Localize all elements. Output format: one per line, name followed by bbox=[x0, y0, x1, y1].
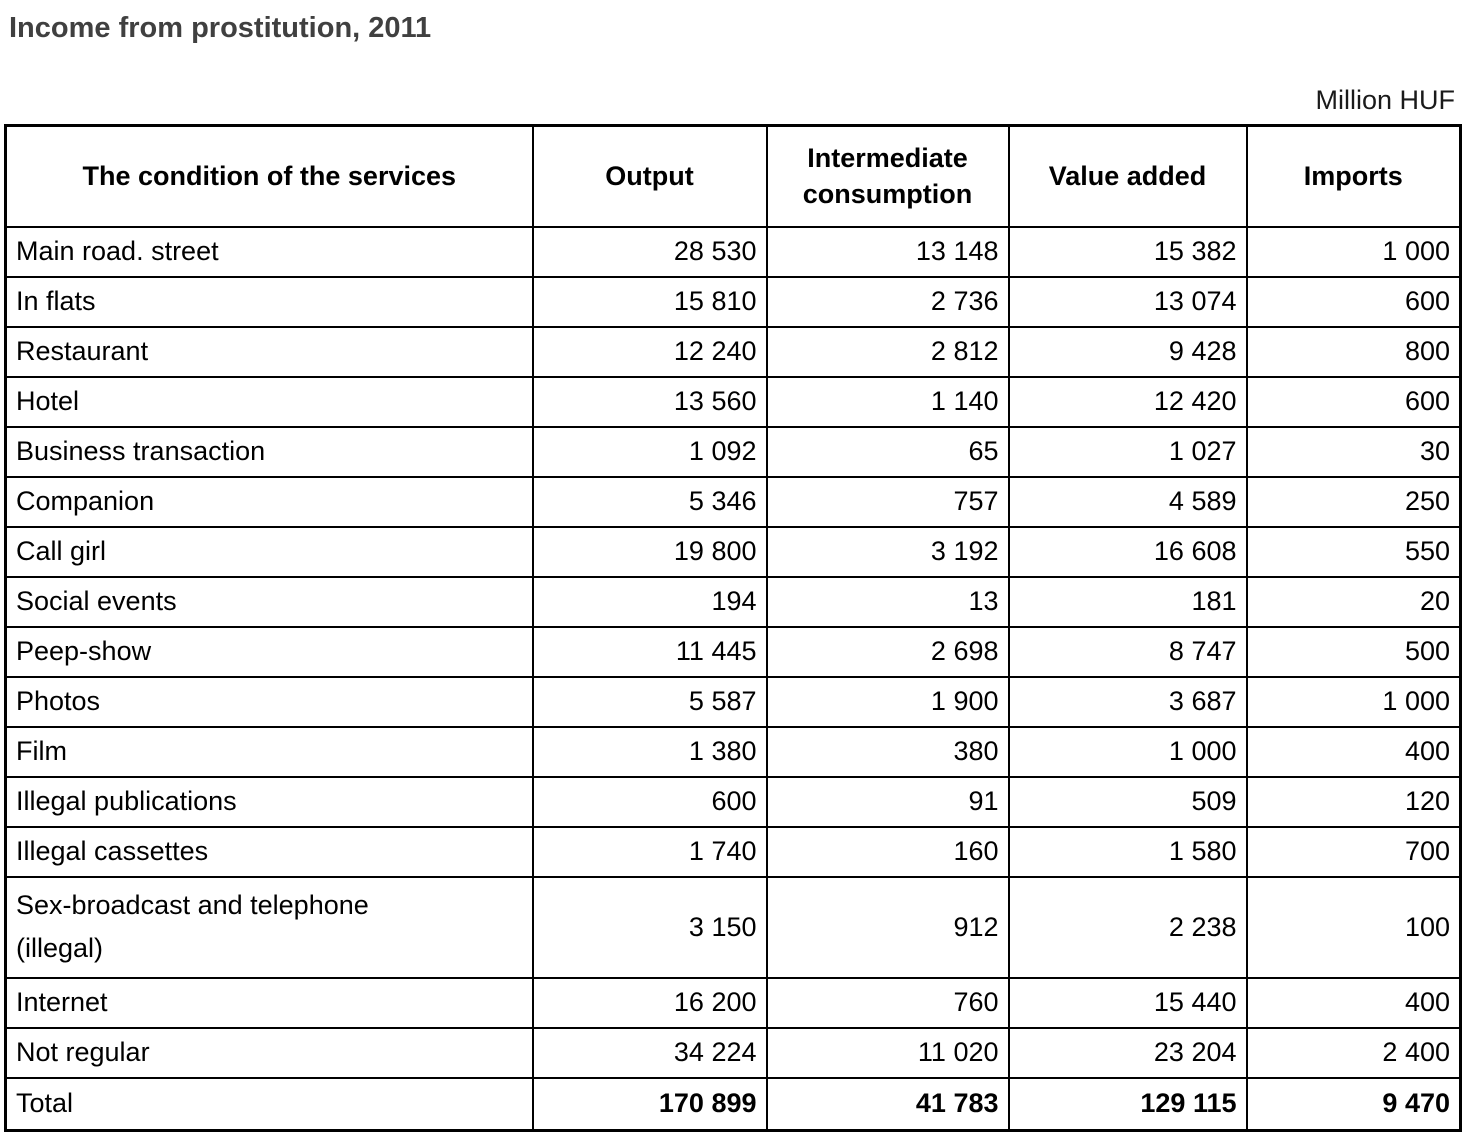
cell-imports: 800 bbox=[1247, 327, 1461, 377]
table-row bbox=[6, 877, 1461, 978]
total-value-added: 129 115 bbox=[1009, 1078, 1247, 1131]
cell-intermediate-consumption: 912 bbox=[767, 877, 1009, 978]
cell-intermediate-consumption: 760 bbox=[767, 978, 1009, 1028]
row-label-text: Social events bbox=[16, 586, 177, 616]
row-label-text: In flats bbox=[16, 286, 96, 316]
row-label bbox=[6, 477, 533, 527]
cell-imports: 550 bbox=[1247, 527, 1461, 577]
cell-output: 34 224 bbox=[533, 1028, 767, 1078]
cell-imports: 400 bbox=[1247, 978, 1461, 1028]
cell-intermediate-consumption: 13 148 bbox=[767, 227, 1009, 277]
page-title: Income from prostitution, 2011 bbox=[9, 12, 432, 44]
cell-intermediate-consumption: 2 736 bbox=[767, 277, 1009, 327]
row-label bbox=[6, 627, 533, 677]
cell-intermediate-consumption: 13 bbox=[767, 577, 1009, 627]
cell-output: 28 530 bbox=[533, 227, 767, 277]
cell-intermediate-consumption: 65 bbox=[767, 427, 1009, 477]
cell-value-added: 509 bbox=[1009, 777, 1247, 827]
cell-output: 600 bbox=[533, 777, 767, 827]
cell-intermediate-consumption: 1 140 bbox=[767, 377, 1009, 427]
cell-value-added: 2 238 bbox=[1009, 877, 1247, 978]
cell-value-added: 8 747 bbox=[1009, 627, 1247, 677]
cell-intermediate-consumption: 1 900 bbox=[767, 677, 1009, 727]
cell-imports: 2 400 bbox=[1247, 1028, 1461, 1078]
row-label bbox=[6, 727, 533, 777]
cell-imports: 30 bbox=[1247, 427, 1461, 477]
row-label-text: Illegal cassettes bbox=[16, 836, 209, 866]
table-row bbox=[6, 577, 1461, 627]
row-label bbox=[6, 527, 533, 577]
cell-value-added: 15 440 bbox=[1009, 978, 1247, 1028]
table-row bbox=[6, 427, 1461, 477]
row-label bbox=[6, 327, 533, 377]
cell-value-added: 1 580 bbox=[1009, 827, 1247, 877]
row-label-text: Call girl bbox=[16, 536, 107, 566]
cell-value-added: 181 bbox=[1009, 577, 1247, 627]
cell-value-added: 13 074 bbox=[1009, 277, 1247, 327]
cell-output: 1 380 bbox=[533, 727, 767, 777]
cell-intermediate-consumption: 3 192 bbox=[767, 527, 1009, 577]
column-header-value-added: Value added bbox=[1009, 126, 1247, 227]
row-label-text: Photos bbox=[16, 686, 101, 716]
column-header-imports: Imports bbox=[1247, 126, 1461, 227]
cell-imports: 600 bbox=[1247, 377, 1461, 427]
cell-output: 19 800 bbox=[533, 527, 767, 577]
cell-intermediate-consumption: 380 bbox=[767, 727, 1009, 777]
total-intermediate-consumption: 41 783 bbox=[767, 1078, 1009, 1131]
table-row bbox=[6, 777, 1461, 827]
total-row bbox=[6, 1078, 1461, 1131]
cell-imports: 120 bbox=[1247, 777, 1461, 827]
table-row bbox=[6, 827, 1461, 877]
row-label-text: Business transaction bbox=[16, 436, 266, 466]
row-label-text: Companion bbox=[16, 486, 155, 516]
cell-imports: 250 bbox=[1247, 477, 1461, 527]
income-table bbox=[4, 124, 1462, 1132]
cell-output: 194 bbox=[533, 577, 767, 627]
cell-intermediate-consumption: 91 bbox=[767, 777, 1009, 827]
table-row bbox=[6, 527, 1461, 577]
cell-imports: 1 000 bbox=[1247, 227, 1461, 277]
cell-output: 3 150 bbox=[533, 877, 767, 978]
cell-value-added: 1 027 bbox=[1009, 427, 1247, 477]
cell-value-added: 23 204 bbox=[1009, 1028, 1247, 1078]
table-body bbox=[6, 227, 1461, 1078]
cell-output: 1 092 bbox=[533, 427, 767, 477]
column-header-output: Output bbox=[533, 126, 767, 227]
row-label bbox=[6, 377, 533, 427]
row-label-text: Film bbox=[16, 736, 67, 766]
cell-output: 1 740 bbox=[533, 827, 767, 877]
cell-output: 11 445 bbox=[533, 627, 767, 677]
header-row bbox=[6, 126, 1461, 227]
table-footer bbox=[6, 1078, 1461, 1131]
row-label-text: Illegal publications bbox=[16, 786, 237, 816]
cell-intermediate-consumption: 11 020 bbox=[767, 1028, 1009, 1078]
cell-intermediate-consumption: 2 698 bbox=[767, 627, 1009, 677]
row-label bbox=[6, 277, 533, 327]
row-label-text: Hotel bbox=[16, 386, 80, 416]
table-row bbox=[6, 978, 1461, 1028]
row-label-text: Restaurant bbox=[16, 336, 149, 366]
table-row bbox=[6, 727, 1461, 777]
cell-imports: 400 bbox=[1247, 727, 1461, 777]
row-label bbox=[6, 777, 533, 827]
row-label-text: Peep-show bbox=[16, 636, 152, 666]
cell-imports: 1 000 bbox=[1247, 677, 1461, 727]
cell-value-added: 16 608 bbox=[1009, 527, 1247, 577]
cell-value-added: 4 589 bbox=[1009, 477, 1247, 527]
cell-value-added: 12 420 bbox=[1009, 377, 1247, 427]
table-row bbox=[6, 627, 1461, 677]
cell-output: 15 810 bbox=[533, 277, 767, 327]
row-label bbox=[6, 877, 533, 978]
cell-imports: 600 bbox=[1247, 277, 1461, 327]
cell-value-added: 15 382 bbox=[1009, 227, 1247, 277]
total-label: Total bbox=[6, 1078, 533, 1131]
table-row bbox=[6, 377, 1461, 427]
cell-imports: 700 bbox=[1247, 827, 1461, 877]
row-label-text: Sex-broadcast and telephone (illegal) bbox=[16, 889, 369, 963]
column-header-services: The condition of the services bbox=[6, 126, 533, 227]
row-label bbox=[6, 227, 533, 277]
row-label-text: Internet bbox=[16, 987, 108, 1017]
cell-value-added: 9 428 bbox=[1009, 327, 1247, 377]
row-label-text: Main road. street bbox=[16, 236, 219, 266]
cell-imports: 100 bbox=[1247, 877, 1461, 978]
cell-value-added: 3 687 bbox=[1009, 677, 1247, 727]
unit-label: Million HUF bbox=[1315, 85, 1455, 115]
cell-output: 12 240 bbox=[533, 327, 767, 377]
row-label bbox=[6, 427, 533, 477]
cell-output: 16 200 bbox=[533, 978, 767, 1028]
cell-output: 5 587 bbox=[533, 677, 767, 727]
row-label bbox=[6, 1028, 533, 1078]
cell-value-added: 1 000 bbox=[1009, 727, 1247, 777]
table-row bbox=[6, 277, 1461, 327]
row-label bbox=[6, 978, 533, 1028]
total-output: 170 899 bbox=[533, 1078, 767, 1131]
table-row bbox=[6, 327, 1461, 377]
row-label-text: Not regular bbox=[16, 1037, 150, 1067]
table-row bbox=[6, 477, 1461, 527]
cell-imports: 20 bbox=[1247, 577, 1461, 627]
row-label bbox=[6, 827, 533, 877]
cell-intermediate-consumption: 160 bbox=[767, 827, 1009, 877]
cell-intermediate-consumption: 2 812 bbox=[767, 327, 1009, 377]
table-header bbox=[6, 126, 1461, 227]
cell-output: 13 560 bbox=[533, 377, 767, 427]
row-label bbox=[6, 677, 533, 727]
total-imports: 9 470 bbox=[1247, 1078, 1461, 1131]
table-row bbox=[6, 677, 1461, 727]
cell-intermediate-consumption: 757 bbox=[767, 477, 1009, 527]
table-row bbox=[6, 1028, 1461, 1078]
row-label bbox=[6, 577, 533, 627]
column-header-intermediate-consumption: Intermediate consumption bbox=[767, 126, 1009, 227]
cell-imports: 500 bbox=[1247, 627, 1461, 677]
table-row bbox=[6, 227, 1461, 277]
cell-output: 5 346 bbox=[533, 477, 767, 527]
